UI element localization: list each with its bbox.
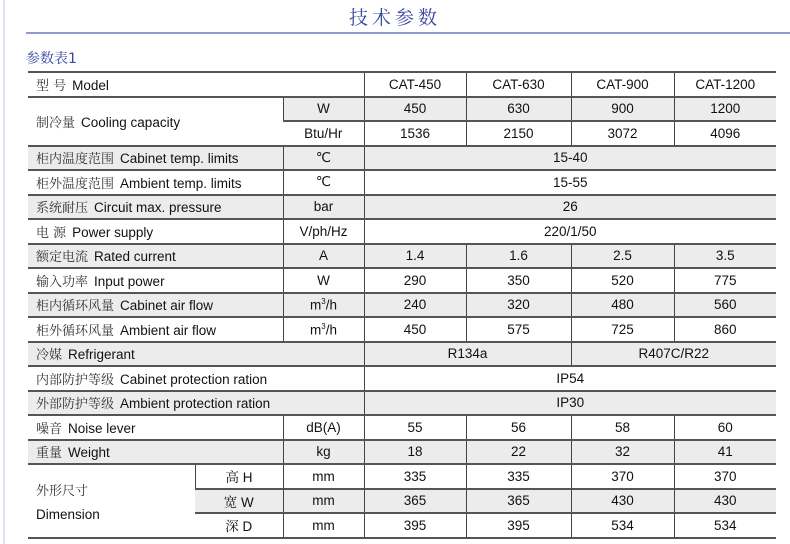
label-en: Model bbox=[72, 77, 109, 93]
value-cell: 2.5 bbox=[571, 244, 674, 269]
label-en: Input power bbox=[94, 273, 165, 289]
row-label bbox=[28, 195, 283, 220]
value-cell: 320 bbox=[466, 293, 571, 318]
label-en: Cooling capacity bbox=[81, 114, 181, 130]
unit-cell: mm bbox=[283, 513, 364, 538]
table-row bbox=[28, 317, 776, 342]
table-caption: 参数表1 bbox=[26, 51, 77, 67]
label-en: Cabinet temp. limits bbox=[120, 151, 239, 167]
value-cell: 860 bbox=[674, 317, 776, 342]
label-en: Power supply bbox=[72, 224, 154, 240]
row-label bbox=[28, 464, 195, 538]
table-row bbox=[28, 391, 776, 416]
value-cell: 56 bbox=[466, 415, 571, 440]
model-label bbox=[28, 72, 364, 97]
value-cell: 370 bbox=[571, 464, 674, 489]
label-cn: 输入功率 bbox=[36, 274, 89, 290]
value-cell: 560 bbox=[674, 293, 776, 318]
value-cell: 450 bbox=[364, 97, 466, 122]
label-en: Dimension bbox=[36, 506, 100, 522]
row-label bbox=[28, 97, 283, 146]
table-row bbox=[28, 146, 776, 171]
value-cell: 900 bbox=[571, 97, 674, 122]
label-cn: 外部防护等级 bbox=[36, 397, 115, 413]
value-cell-merged: 220/1/50 bbox=[364, 219, 776, 244]
row-label bbox=[28, 170, 283, 195]
unit-cell: Btu/Hr bbox=[283, 121, 364, 146]
unit-cell: $m^3/h$ bbox=[283, 317, 364, 342]
value-cell: 32 bbox=[571, 440, 674, 465]
value-cell: 3072 bbox=[571, 121, 674, 146]
row-label bbox=[28, 391, 364, 416]
table-row bbox=[28, 170, 776, 195]
unit-cell: ℃ bbox=[283, 170, 364, 195]
unit-cell: ℃ bbox=[283, 146, 364, 171]
table-row bbox=[28, 440, 776, 465]
table-row bbox=[28, 366, 776, 391]
label-cn: 外形尺寸 bbox=[36, 483, 89, 499]
unit-cell: mm bbox=[283, 464, 364, 489]
page-edge bbox=[3, 0, 5, 544]
row-label bbox=[28, 440, 283, 465]
label-en: Ambient temp. limits bbox=[120, 175, 242, 191]
model-header: CAT-630 bbox=[466, 72, 571, 97]
table-row bbox=[28, 342, 776, 367]
dimension-axis: 高 H bbox=[195, 464, 283, 489]
label-cn: 电 源 bbox=[36, 225, 67, 241]
label-en: Refrigerant bbox=[68, 347, 135, 363]
value-cell: 1536 bbox=[364, 121, 466, 146]
label-cn: 噪音 bbox=[36, 421, 63, 437]
value-cell: 430 bbox=[674, 489, 776, 514]
value-cell: 4096 bbox=[674, 121, 776, 146]
label-en: Noise lever bbox=[68, 420, 136, 436]
label-en: Ambient air flow bbox=[120, 322, 217, 338]
value-cell: 534 bbox=[571, 513, 674, 538]
value-cell: 1.6 bbox=[466, 244, 571, 269]
label-cn: 冷媒 bbox=[36, 348, 63, 364]
value-cell: 58 bbox=[571, 415, 674, 440]
value-cell: 370 bbox=[674, 464, 776, 489]
label-cn: 柜内温度范围 bbox=[36, 152, 115, 168]
table-row bbox=[28, 195, 776, 220]
value-cell: 725 bbox=[571, 317, 674, 342]
row-label bbox=[28, 293, 283, 318]
label-cn: 系统耐压 bbox=[36, 201, 89, 217]
value-cell: 41 bbox=[674, 440, 776, 465]
value-cell: 335 bbox=[466, 464, 571, 489]
value-cell: 520 bbox=[571, 268, 674, 293]
model-header: CAT-900 bbox=[571, 72, 674, 97]
value-cell: 365 bbox=[466, 489, 571, 514]
row-label bbox=[28, 317, 283, 342]
value-cell: 3.5 bbox=[674, 244, 776, 269]
value-cell: 335 bbox=[364, 464, 466, 489]
page-title: 技术参数 bbox=[348, 7, 441, 29]
value-cell-merged: IP54 bbox=[364, 366, 776, 391]
model-header: CAT-1200 bbox=[674, 72, 776, 97]
unit-cell: kg bbox=[283, 440, 364, 465]
row-label bbox=[28, 146, 283, 171]
value-cell: 395 bbox=[364, 513, 466, 538]
value-cell-merged: R134a bbox=[364, 342, 571, 367]
label-cn: 型 号 bbox=[36, 78, 67, 94]
value-cell-merged: 15-40 bbox=[364, 146, 776, 171]
unit-cell: mm bbox=[283, 489, 364, 514]
title-divider bbox=[26, 32, 790, 34]
label-cn: 制冷量 bbox=[36, 115, 76, 131]
row-label bbox=[28, 268, 283, 293]
model-header: CAT-450 bbox=[364, 72, 466, 97]
value-cell: 22 bbox=[466, 440, 571, 465]
value-cell: 450 bbox=[364, 317, 466, 342]
spec-table bbox=[28, 71, 776, 539]
row-label bbox=[28, 366, 364, 391]
dimension-axis: 宽 W bbox=[195, 489, 283, 514]
label-en: Ambient protection ration bbox=[120, 396, 271, 412]
value-cell: 240 bbox=[364, 293, 466, 318]
table-row bbox=[28, 244, 776, 269]
row-label bbox=[28, 342, 364, 367]
value-cell-merged: IP30 bbox=[364, 391, 776, 416]
label-cn: 柜外循环风量 bbox=[36, 323, 115, 339]
unit-cell: A bbox=[283, 244, 364, 269]
label-en: Weight bbox=[68, 445, 110, 461]
label-en: Cabinet air flow bbox=[120, 298, 214, 314]
label-en: Circuit max. pressure bbox=[94, 200, 222, 216]
value-cell: 365 bbox=[364, 489, 466, 514]
table-row bbox=[28, 464, 776, 489]
unit-cell: W bbox=[283, 97, 364, 122]
row-label bbox=[28, 244, 283, 269]
unit-cell: dB(A) bbox=[283, 415, 364, 440]
value-cell: 534 bbox=[674, 513, 776, 538]
value-cell: 575 bbox=[466, 317, 571, 342]
label-cn: 柜内循环风量 bbox=[36, 299, 115, 315]
value-cell: 395 bbox=[466, 513, 571, 538]
value-cell-merged: 26 bbox=[364, 195, 776, 220]
value-cell: 430 bbox=[571, 489, 674, 514]
label-cn: 内部防护等级 bbox=[36, 372, 115, 388]
unit-cell: $m^3/h$ bbox=[283, 293, 364, 318]
value-cell: 1.4 bbox=[364, 244, 466, 269]
value-cell-merged: 15-55 bbox=[364, 170, 776, 195]
label-cn: 额定电流 bbox=[36, 250, 89, 266]
value-cell: 350 bbox=[466, 268, 571, 293]
label-en: Cabinet protection ration bbox=[120, 371, 268, 387]
unit-cell: bar bbox=[283, 195, 364, 220]
table-row bbox=[28, 219, 776, 244]
value-cell: 775 bbox=[674, 268, 776, 293]
value-cell: 55 bbox=[364, 415, 466, 440]
dimension-axis: 深 D bbox=[195, 513, 283, 538]
value-cell: 1200 bbox=[674, 97, 776, 122]
value-cell-merged: R407C/R22 bbox=[571, 342, 776, 367]
row-label bbox=[28, 415, 283, 440]
value-cell: 18 bbox=[364, 440, 466, 465]
value-cell: 2150 bbox=[466, 121, 571, 146]
value-cell: 480 bbox=[571, 293, 674, 318]
value-cell: 290 bbox=[364, 268, 466, 293]
unit-cell: W bbox=[283, 268, 364, 293]
model-header-row bbox=[28, 72, 776, 97]
table-row bbox=[28, 97, 776, 122]
unit-cell: V/ph/Hz bbox=[283, 219, 364, 244]
table-row bbox=[28, 293, 776, 318]
label-cn: 重量 bbox=[36, 446, 63, 462]
table-row bbox=[28, 268, 776, 293]
value-cell: 60 bbox=[674, 415, 776, 440]
value-cell: 630 bbox=[466, 97, 571, 122]
row-label bbox=[28, 219, 283, 244]
label-cn: 柜外温度范围 bbox=[36, 176, 115, 192]
table-row bbox=[28, 415, 776, 440]
label-en: Rated current bbox=[94, 249, 176, 265]
